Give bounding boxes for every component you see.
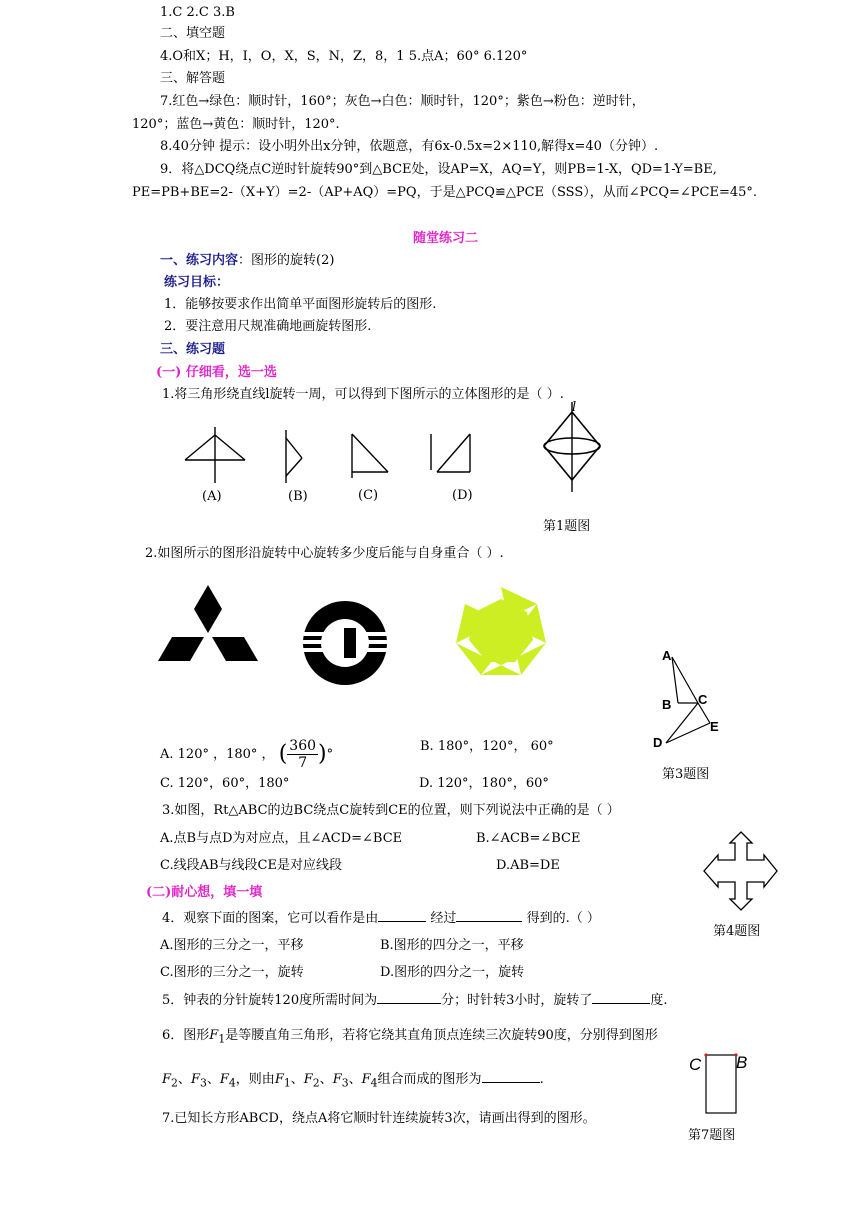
q2-option-b: B. 180°，120°， 60° xyxy=(420,739,554,754)
practice-goal-label: 练习目标 xyxy=(164,275,217,290)
q1-option-b: (B) xyxy=(288,489,308,504)
q2-option-c: C. 120°，60°，180° xyxy=(160,776,290,791)
q3-label-b: B xyxy=(662,697,672,712)
answer-line-7a: 7.红色→绿色：顺时针，160°；灰色→白色：顺时针，120°；紫色→粉色：逆时针， xyxy=(160,94,645,109)
q2-logo-ring xyxy=(300,598,390,688)
q5-text: 5．钟表的分针旋转120度所需时间为 分；时针转3小时，旋转了 度. xyxy=(162,993,668,1008)
answer-line-8: 8.40分钟 提示：设小明外出x分钟，依题意，有6x-0.5x=2×110,解得x=40（分钟）. xyxy=(160,139,659,154)
q3-label-c: C xyxy=(698,692,708,707)
practice-content-text: ：图形的旋转(2) xyxy=(238,253,335,268)
q6-line2: $F_2$、$F_3$、$F_4$，则由$F_1$、$F_2$、$F_3$、$F_4$组合而成的图形为 . xyxy=(162,1072,544,1090)
q2-text: 2.如图所示的图形沿旋转中心旋转多少度后能与自身重合（ ）. xyxy=(145,546,504,561)
q3-option-d: D.AB=DE xyxy=(496,858,560,873)
q3-label-e: E xyxy=(710,719,719,734)
q3-option-a: A.点B与点D为对应点，且∠ACD=∠BCE xyxy=(160,831,403,846)
q3-option-c: C.线段AB与线段CE是对应线段 xyxy=(160,858,342,873)
q7-text: 7.已知长方形ABCD，绕点A将它顺时针连续旋转3次，请画出得到的图形。 xyxy=(162,1111,596,1126)
q1-option-d: (D) xyxy=(452,488,473,503)
answer-line-1: 1.C 2.C 3.B xyxy=(160,5,235,20)
q4-option-a: A.图形的三分之一，平移 xyxy=(160,938,304,953)
q4-option-d: D.图形的四分之一，旋转 xyxy=(380,965,525,980)
fill-heading: 二、填空题 xyxy=(160,26,226,41)
practice-content-label: 一、练习内容 xyxy=(160,253,239,268)
answer-line-4: 4.O和X；H，I，O，X，S，N，Z，8，1 5.点A；60° 6.120° xyxy=(160,49,528,64)
q6-line1: 6．图形$F_1$是等腰直角三角形，若将它绕其直角顶点连续三次旋转90度，分别得到图形 xyxy=(162,1028,658,1046)
answer-line-9a: 9．将△DCQ绕点C逆时针旋转90°到△BCE处，设AP=X，AQ=Y，则PB=1-X，QD=1-Y=BE, xyxy=(160,162,717,177)
answer-line-9b: PE=PB+BE=2-（X+Y）=2-（AP+AQ）=PQ，于是△PCQ≌△PCE（SSS），从而∠PCQ=∠PCE=45°. xyxy=(132,185,758,200)
q1-solid-figure xyxy=(540,402,604,494)
q4-option-c: C.图形的三分之一，旋转 xyxy=(160,965,304,980)
q4-option-b: B.图形的四分之一，平移 xyxy=(380,938,524,953)
q7-label-c: C xyxy=(689,1055,702,1074)
goal-item-1: 1．能够按要求作出简单平面图形旋转后的图形. xyxy=(164,297,437,312)
answer-line-7b: 120°；蓝色→黄色：顺时针，120°. xyxy=(132,117,340,132)
q1-figure-b xyxy=(278,428,318,498)
q1-option-c: (C) xyxy=(358,488,379,503)
q1-option-a: (A) xyxy=(202,489,222,504)
q4-caption: 第4题图 xyxy=(713,924,761,939)
q3-text: 3.如图，Rt△ABC的边BC绕点C旋转到CE的位置，则下列说法中正确的是（ ） xyxy=(162,803,620,818)
q2-option-d: D. 120°，180°，60° xyxy=(419,776,549,791)
part1-heading: (一) 仔细看，选一选 xyxy=(156,365,277,380)
practice-goal xyxy=(164,274,229,292)
q7-caption: 第7题图 xyxy=(688,1128,736,1143)
q1-figure-d xyxy=(425,430,485,490)
q3-caption: 第3题图 xyxy=(662,767,710,782)
practice-content xyxy=(160,252,334,270)
exercise-heading: 三、练习题 xyxy=(160,342,226,357)
section-title: 随堂练习二 xyxy=(413,231,479,246)
practice-goal-colon: ： xyxy=(216,275,230,290)
q3-label-d: D xyxy=(653,735,663,750)
q4-figure-arrows xyxy=(700,830,782,912)
q1-axis-label: l xyxy=(572,400,577,415)
q3-label-a: A xyxy=(662,648,672,663)
q1-figure-c xyxy=(340,430,400,490)
part2-heading: (二)耐心想，填一填 xyxy=(146,885,263,900)
q7-label-b: B xyxy=(736,1053,748,1072)
q2-fraction: $\frac{360}{7}$ xyxy=(289,738,317,771)
q4-text: 4．观察下面的图案，它可以看作是由 经过 得到的.（ ） xyxy=(162,911,600,926)
q3-option-b: B.∠ACB=∠BCE xyxy=(476,831,581,846)
q2-logo-star-heptagon xyxy=(453,585,549,681)
q1-caption: 第1题图 xyxy=(543,519,591,534)
q1-text: 1.将三角形绕直线l旋转一周，可以得到下图所示的立体图形的是（ ）. xyxy=(162,387,564,402)
solve-heading: 三、解答题 xyxy=(160,71,226,86)
q2-logo-three-diamonds xyxy=(156,585,260,671)
goal-item-2: 2．要注意用尺规准确地画旋转图形. xyxy=(164,319,372,334)
q2-option-a: A. 120° ，180° ， ( $\frac{360}{7}$ )° xyxy=(160,738,334,771)
